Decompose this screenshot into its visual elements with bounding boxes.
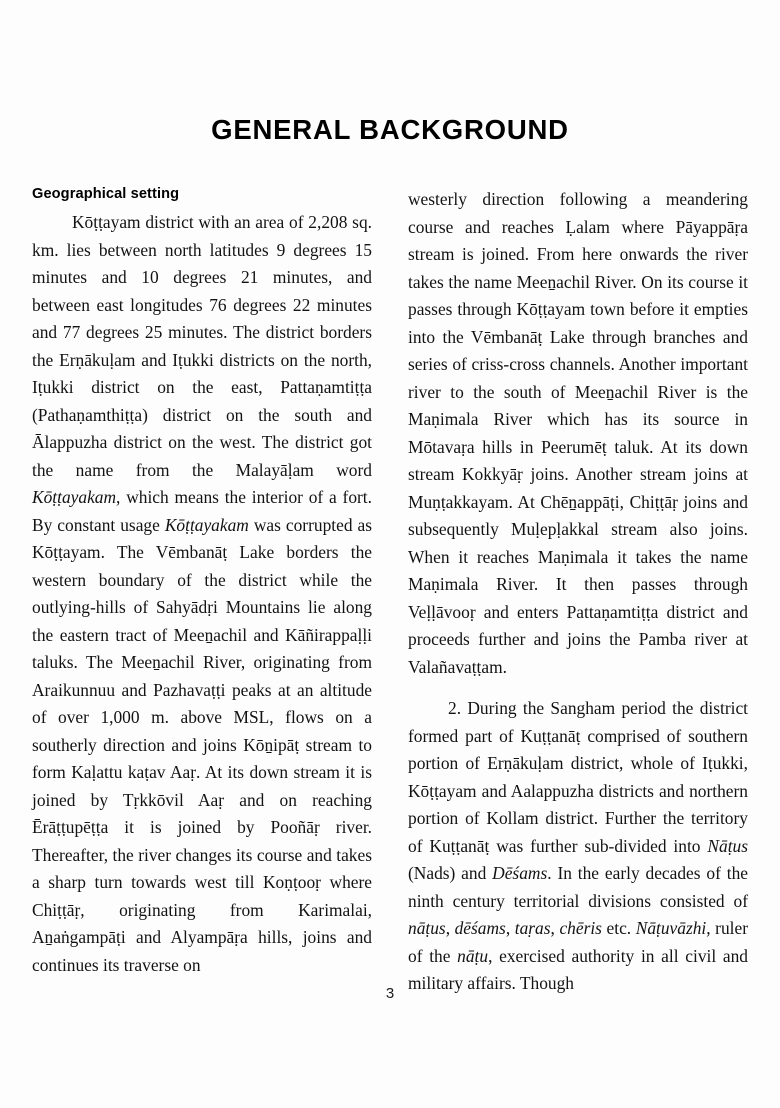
page-title: GENERAL BACKGROUND [211, 114, 569, 146]
page-number: 3 [385, 985, 395, 1002]
left-column [32, 186, 372, 998]
paragraph: Kōṭṭayam district with an area of 2,208 sq. km. lies between north latitudes 9 degrees 15 minutes and 10 degrees 21 minutes, and between east longitudes 76 degrees 22 minutes and 77 degrees 25 minutes. The district borders the Erṇākuḷam and Iṭukki districts on the north, Iṭukki district on the east, Pattaṇamtiṭṭa (Pathaṇamthiṭṭa) district on the south and Ālappuzha district on the west. The district got the name from the Malayāḷam word Kōṭṭayakam, which means the interior of a fort. By constant usage Kōṭṭayakam was corrupted as Kōṭṭayam. The Vēmbanāṭ Lake borders the western boundary of the district while the outlying-hills of Sahyādṛi Mountains lie along the eastern tract of Meeṉachil and Kāñirappaḷḷi taluks. The Meeṉachil River, originating from Araikunnuu and Pazhavaṭṭi peaks at an altitude of over 1,000 m. above MSL, flows on a southerly direction and joins Kōṉipāṭ stream to form Kaḷattu kaṭav Aaṛ. At its down stream it is joined by Tṛkkōvil Aaṛ and on reaching Ērāṭṭupēṭṭa it is joined by Pooñāṛ river. Thereafter, the river changes its course and takes a sharp turn towards west till Koṇṭooṛ where Chiṭṭāṛ, originating from Karimalai, Aṉaṅgampāṭi and Alyampāṛa hills, joins and continues its traverse on [32, 212, 372, 975]
section-heading-geographical-setting: Geographical setting [32, 186, 180, 202]
paragraph: westerly direction following a meandering course and reaches Ḷalam where Pāyappāṛa stream is joined. From here onwards the river takes the name Meeṉachil River. On its course it passes through Kōṭṭayam town before it empties into the Vēmbanāṭ Lake through branches and series of criss-cross channels. Another important river to the south of Meeṉachil River is the Maṇimala River which has its source in Mōtavaṛa hills in Peerumēṭ taluk. At its down stream Kokkyāṛ joins. Another stream joins at Muṇṭakkayam. At Chēṉappāṭi, Chiṭṭāṛ joins and subsequently Muḷepḷakkal stream also joins. When it reaches Maṇimala it takes the name Maṇimala River. It then passes through Veḷḷāvooṛ and enters Pattaṇamtiṭṭa district and proceeds further and joins the Pamba river at Valañavaṭṭam. [408, 189, 748, 677]
paragraph: 2. During the Sangham period the district formed part of Kuṭṭanāṭ comprised of southern portion of Erṇākuḷam district, whole of Iṭukki, Kōṭṭayam and Aalappuzha districts and northern portion of Kollam district. Further the territory of Kuṭṭanāṭ was further sub-divided into Nāṭus (Nads) and Dēśams. In the early decades of the ninth century territorial divisions consisted of nāṭus, dēśams, taṛas, chēris etc. Nāṭuvāzhi, ruler of the nāṭu, exercised authority in all civil and military affairs. Though [408, 698, 748, 993]
right-column [408, 186, 748, 998]
two-column-body [32, 186, 748, 998]
